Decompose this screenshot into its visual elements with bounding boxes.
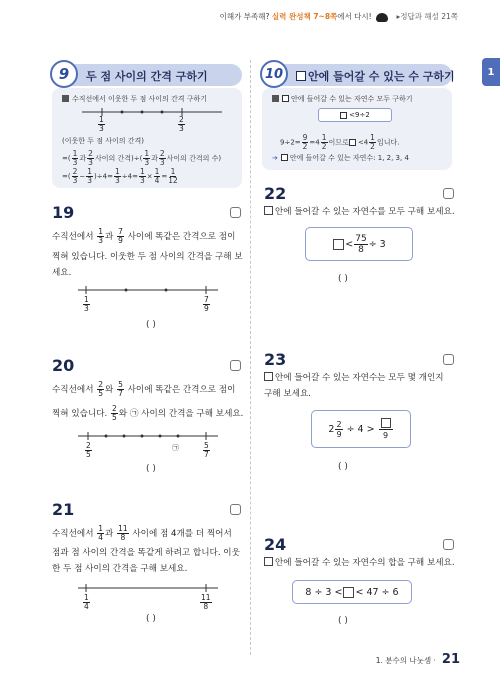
problem-21-answer[interactable]: ( ) [146, 614, 156, 624]
problem-20-checkbox[interactable] [230, 360, 241, 371]
section-9-header [52, 64, 242, 86]
problem-19-line-2: 찍혀 있습니다. 이웃한 두 점 사이의 간격을 구해 보 [52, 252, 243, 262]
answer-link[interactable]: ▸정답과 해설 21쪽 [396, 12, 458, 21]
chapter-tab[interactable]: 1 [482, 58, 500, 86]
arrow-right-icon: ➔ [272, 154, 278, 162]
problem-21-label-right: $\frac{11}{8}$ [201, 593, 211, 611]
problem-24-answer[interactable]: ( ) [338, 616, 348, 626]
page-number: 21 [441, 652, 460, 667]
problem-24-checkbox[interactable] [443, 539, 454, 550]
problem-22-equation: < $\frac{75}{8}$ ÷ 3 [305, 227, 413, 261]
problem-23-answer[interactable]: ( ) [338, 462, 348, 472]
section-10-header [262, 64, 455, 86]
section-10-title: 안에 들어갈 수 있는 수 구하기 [296, 68, 455, 84]
section-9-number: 9 [50, 60, 78, 88]
section-9-formula-2: =( $\frac{2}{3}$ − $\frac{1}{3}$ )÷4= $\frac{1}{3}$ ÷4= $\frac{1}{3}$ × $\frac{1}{4}$ = $\frac{1}{12}$ [62, 167, 178, 185]
numline-label-right: $\frac{2}{3}$ [179, 115, 184, 133]
problem-22-checkbox[interactable] [443, 188, 454, 199]
square-bullet-icon [272, 95, 279, 102]
blank-box-icon [296, 71, 306, 81]
problem-21-number: 21 [52, 500, 75, 519]
blank-box-icon [264, 372, 273, 381]
blank-box-icon [281, 154, 288, 161]
section-9-gap-label: (이웃한 두 점 사이의 간격) [62, 137, 144, 145]
problem-23-checkbox[interactable] [443, 354, 454, 365]
problem-20-circle-label: ㉠ [172, 444, 179, 452]
problem-21-line-1: 수직선에서 $\frac{1}{4}$ 과 $\frac{11}{8}$ 사이에 점 4개를 더 찍어서 [52, 524, 232, 542]
footer-chapter: 1. 분수의 나눗셈 · [375, 656, 436, 665]
problem-23-line-1: 안에 들어갈 수 있는 자연수는 모두 몇 개인지 [264, 370, 444, 386]
hint-suffix: 에서 다시! [337, 12, 372, 21]
problem-19-label-left: $\frac{1}{3}$ [84, 295, 89, 313]
blank-box-icon [282, 95, 289, 102]
problem-20-answer[interactable]: ( ) [146, 464, 156, 474]
problem-24-equation: 8 ÷ 3 < < 47 ÷ 6 [292, 580, 412, 604]
problem-21-checkbox[interactable] [230, 504, 241, 515]
column-divider [250, 60, 251, 655]
problem-20-label-right: $\frac{5}{7}$ [204, 441, 209, 459]
problem-22-text: 안에 들어갈 수 있는 자연수를 모두 구해 보세요. [264, 204, 455, 220]
page-footer [376, 652, 460, 667]
section-9-intro: 수직선에서 이웃한 두 점 사이의 간격 구하기 [62, 94, 207, 104]
hint-highlight: 실력 완성책 7~8쪽 [271, 12, 338, 21]
problem-19-line-1: 수직선에서 $\frac{1}{3}$ 과 $\frac{7}{9}$ 사이에 똑같은 간격으로 점이 [52, 227, 236, 245]
numline-label-left: $\frac{1}{3}$ [99, 115, 104, 133]
problem-19-number: 19 [52, 203, 75, 222]
problem-23-number: 23 [264, 350, 287, 369]
problem-19-answer[interactable]: ( ) [146, 320, 156, 330]
problem-22-answer[interactable]: ( ) [338, 274, 348, 284]
answer-blank-icon[interactable] [333, 239, 344, 250]
answer-blank-icon[interactable] [381, 418, 391, 428]
problem-19-label-right: $\frac{7}{9}$ [204, 295, 209, 313]
problem-20-line-2: 찍혀 있습니다. $\frac{2}{5}$ 와 ㉠ 사이의 간격을 구해 보세요. [52, 404, 244, 422]
square-bullet-icon [62, 95, 69, 102]
answer-blank-icon[interactable] [343, 587, 354, 598]
section-9-formula-1: =( $\frac{1}{3}$ 과 $\frac{2}{3}$ 사이의 간격)÷( $\frac{1}{3}$ 과 $\frac{2}{3}$ 사이의 간격의 수) [62, 149, 222, 167]
section-10-work: 9÷2= $\frac{9}{2}$ =4 $\frac{1}{2}$ 이므로 <4 $\frac{1}{2}$ 입니다. [280, 133, 400, 151]
blank-box-icon [264, 206, 273, 215]
section-10-inner-box: <9÷2 [318, 108, 392, 122]
problem-23-line-2: 구해 보세요. [264, 389, 311, 399]
problem-22-number: 22 [264, 184, 287, 203]
section-10-result: ➔ 안에 들어갈 수 있는 자연수: 1, 2, 3, 4 [272, 154, 409, 162]
section-9-title: 두 점 사이의 간격 구하기 [86, 70, 208, 83]
problem-20-number: 20 [52, 356, 75, 375]
blank-box-icon [264, 557, 273, 566]
problem-19-line-3: 세요. [52, 268, 72, 278]
problem-20-label-left: $\frac{2}{5}$ [86, 441, 91, 459]
mascot-icon [376, 13, 388, 22]
section-10-intro: 안에 들어갈 수 있는 자연수 모두 구하기 [272, 94, 413, 104]
problem-21-label-left: $\frac{1}{4}$ [84, 593, 89, 611]
problem-20-line-1: 수직선에서 $\frac{2}{5}$ 와 $\frac{5}{7}$ 사이에 똑같은 간격으로 점이 [52, 380, 236, 398]
problem-23-equation: 2 $\frac{2}{9}$ ÷ 4 > 9 [311, 410, 411, 448]
problem-19-checkbox[interactable] [230, 207, 241, 218]
hint-prefix: 이해가 부족해? [219, 12, 270, 21]
section-10-number: 10 [260, 60, 288, 88]
problem-21-line-2: 점과 점 사이의 간격을 똑같게 하려고 합니다. 이웃 [52, 548, 240, 558]
top-hint [220, 11, 458, 22]
problem-24-text: 안에 들어갈 수 있는 자연수의 합을 구해 보세요. [264, 555, 455, 571]
problem-24-number: 24 [264, 535, 287, 554]
problem-21-line-3: 한 두 점 사이의 간격을 구해 보세요. [52, 564, 188, 574]
